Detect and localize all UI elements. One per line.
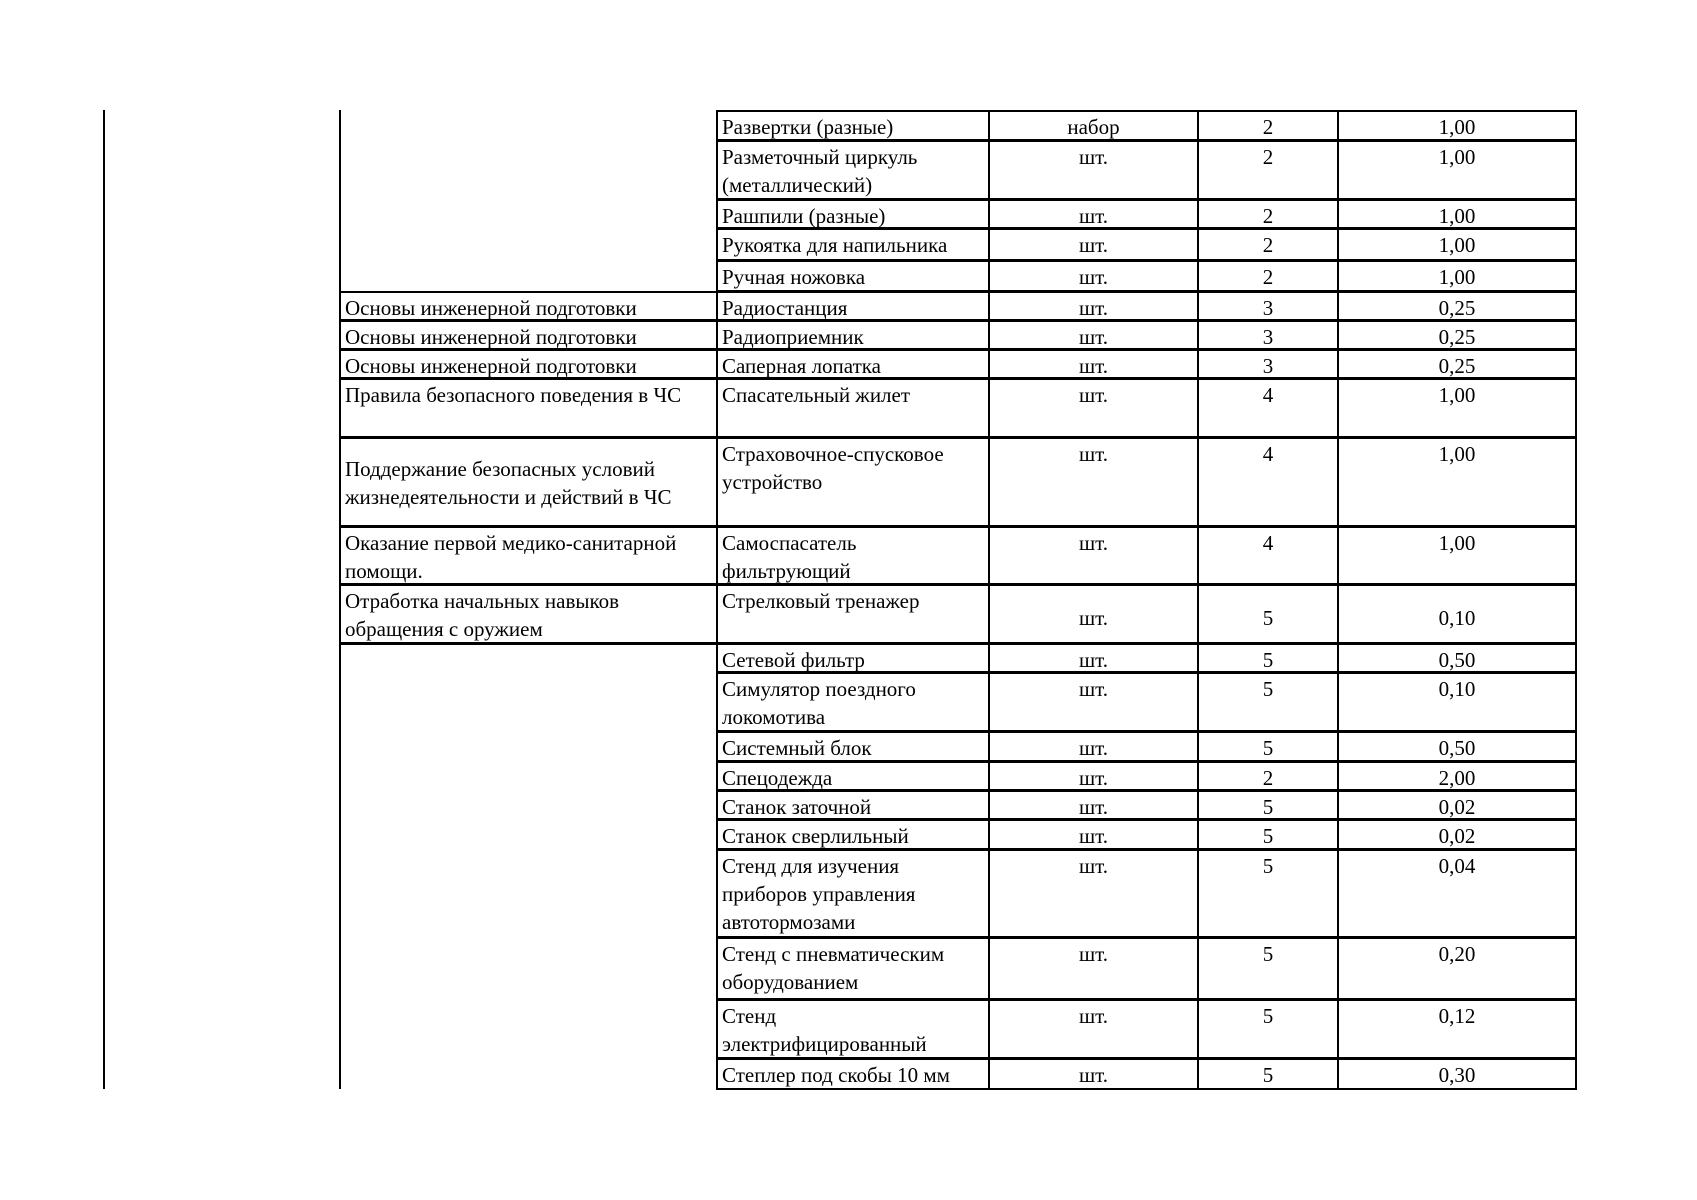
topic-cell: Оказание первой медико-санитарной помощи.: [339, 526, 718, 585]
topic-cell: Поддержание безопасных условий жизнедеятельности и действий в ЧС: [339, 437, 718, 527]
item-name-cell: Рукоятка для напильника: [716, 228, 990, 261]
topic-block-top-border: [339, 643, 718, 645]
item-name-cell: Спецодежда: [716, 761, 990, 791]
norm-value-cell: 0,10: [1337, 584, 1577, 644]
quantity-cell: 5: [1197, 672, 1339, 732]
item-name-cell: Сетевой фильтр: [716, 643, 990, 673]
quantity-cell: 5: [1197, 790, 1339, 820]
unit-cell: шт.: [988, 140, 1199, 200]
quantity-cell: 5: [1197, 849, 1339, 938]
quantity-cell: 5: [1197, 937, 1339, 1000]
norm-value-cell: 1,00: [1337, 110, 1577, 141]
unit-cell: шт.: [988, 849, 1199, 938]
norm-value-cell: 0,50: [1337, 643, 1577, 673]
item-name-cell: Стенд электрифицированный: [716, 999, 990, 1059]
quantity-cell: 2: [1197, 228, 1339, 261]
quantity-cell: 5: [1197, 1058, 1339, 1090]
norm-value-cell: 1,00: [1337, 228, 1577, 261]
quantity-cell: 4: [1197, 437, 1339, 527]
quantity-cell: 4: [1197, 526, 1339, 585]
topic-cell: Основы инженерной подготовки: [339, 291, 718, 321]
norm-value-cell: 0,25: [1337, 320, 1577, 350]
item-name-cell: Стенд для изучения приборов управления автотормозами: [716, 849, 990, 938]
norm-value-cell: 1,00: [1337, 199, 1577, 229]
norm-value-cell: 0,12: [1337, 999, 1577, 1059]
unit-cell: шт.: [988, 584, 1199, 644]
unit-cell: шт.: [988, 437, 1199, 527]
unit-cell: шт.: [988, 819, 1199, 850]
quantity-cell: 5: [1197, 819, 1339, 850]
item-name-cell: Самоспасатель фильтрующий: [716, 526, 990, 585]
item-name-cell: Страховочное-спусковое устройство: [716, 437, 990, 527]
item-name-cell: Развертки (разные): [716, 110, 990, 141]
norm-value-cell: 1,00: [1337, 378, 1577, 438]
unit-cell: шт.: [988, 260, 1199, 292]
quantity-cell: 5: [1197, 584, 1339, 644]
unit-cell: шт.: [988, 349, 1199, 379]
item-name-cell: Системный блок: [716, 731, 990, 762]
unit-cell: шт.: [988, 999, 1199, 1059]
unit-cell: шт.: [988, 937, 1199, 1000]
quantity-cell: 2: [1197, 110, 1339, 141]
quantity-cell: 2: [1197, 199, 1339, 229]
item-name-cell: Станок сверлильный: [716, 819, 990, 850]
norm-value-cell: 0,25: [1337, 291, 1577, 321]
quantity-cell: 2: [1197, 140, 1339, 200]
item-name-cell: Радиостанция: [716, 291, 990, 321]
quantity-cell: 2: [1197, 260, 1339, 292]
item-name-cell: Стрелковый тренажер: [716, 584, 990, 644]
item-name-cell: Рашпили (разные): [716, 199, 990, 229]
unit-cell: шт.: [988, 643, 1199, 673]
item-name-cell: Разметочный циркуль (металлический): [716, 140, 990, 200]
unit-cell: шт.: [988, 320, 1199, 350]
norm-value-cell: 0,30: [1337, 1058, 1577, 1090]
quantity-cell: 4: [1197, 378, 1339, 438]
norm-value-cell: 1,00: [1337, 437, 1577, 527]
norm-value-cell: 0,02: [1337, 819, 1577, 850]
topic-cell: Отработка начальных навыков обращения с оружием: [339, 584, 718, 644]
quantity-cell: 3: [1197, 291, 1339, 321]
unit-cell: шт.: [988, 199, 1199, 229]
unit-cell: шт.: [988, 1058, 1199, 1090]
item-name-cell: Саперная лопатка: [716, 349, 990, 379]
quantity-cell: 3: [1197, 349, 1339, 379]
norm-value-cell: 2,00: [1337, 761, 1577, 791]
unit-cell: шт.: [988, 731, 1199, 762]
quantity-cell: 5: [1197, 643, 1339, 673]
quantity-cell: 5: [1197, 999, 1339, 1059]
topic-cell: Правила безопасного поведения в ЧС: [339, 378, 718, 438]
unit-cell: шт.: [988, 228, 1199, 261]
unit-cell: шт.: [988, 378, 1199, 438]
item-name-cell: Ручная ножовка: [716, 260, 990, 292]
topic-cell: Основы инженерной подготовки: [339, 320, 718, 350]
norm-value-cell: 1,00: [1337, 526, 1577, 585]
norm-value-cell: 0,02: [1337, 790, 1577, 820]
unit-cell: шт.: [988, 526, 1199, 585]
topic-cell: Основы инженерной подготовки: [339, 349, 718, 379]
norm-value-cell: 0,25: [1337, 349, 1577, 379]
norm-value-cell: 1,00: [1337, 260, 1577, 292]
norm-value-cell: 0,04: [1337, 849, 1577, 938]
quantity-cell: 3: [1197, 320, 1339, 350]
item-name-cell: Симулятор поездного локомотива: [716, 672, 990, 732]
left-column-border: [103, 110, 105, 1089]
unit-cell: набор: [988, 110, 1199, 141]
norm-value-cell: 1,00: [1337, 140, 1577, 200]
norm-value-cell: 0,20: [1337, 937, 1577, 1000]
quantity-cell: 5: [1197, 731, 1339, 762]
unit-cell: шт.: [988, 790, 1199, 820]
unit-cell: шт.: [988, 761, 1199, 791]
unit-cell: шт.: [988, 672, 1199, 732]
item-name-cell: Степлер под скобы 10 мм: [716, 1058, 990, 1090]
item-name-cell: Спасательный жилет: [716, 378, 990, 438]
norm-value-cell: 0,50: [1337, 731, 1577, 762]
unit-cell: шт.: [988, 291, 1199, 321]
item-name-cell: Стенд с пневматическим оборудованием: [716, 937, 990, 1000]
item-name-cell: Станок заточной: [716, 790, 990, 820]
item-name-cell: Радиоприемник: [716, 320, 990, 350]
norm-value-cell: 0,10: [1337, 672, 1577, 732]
quantity-cell: 2: [1197, 761, 1339, 791]
